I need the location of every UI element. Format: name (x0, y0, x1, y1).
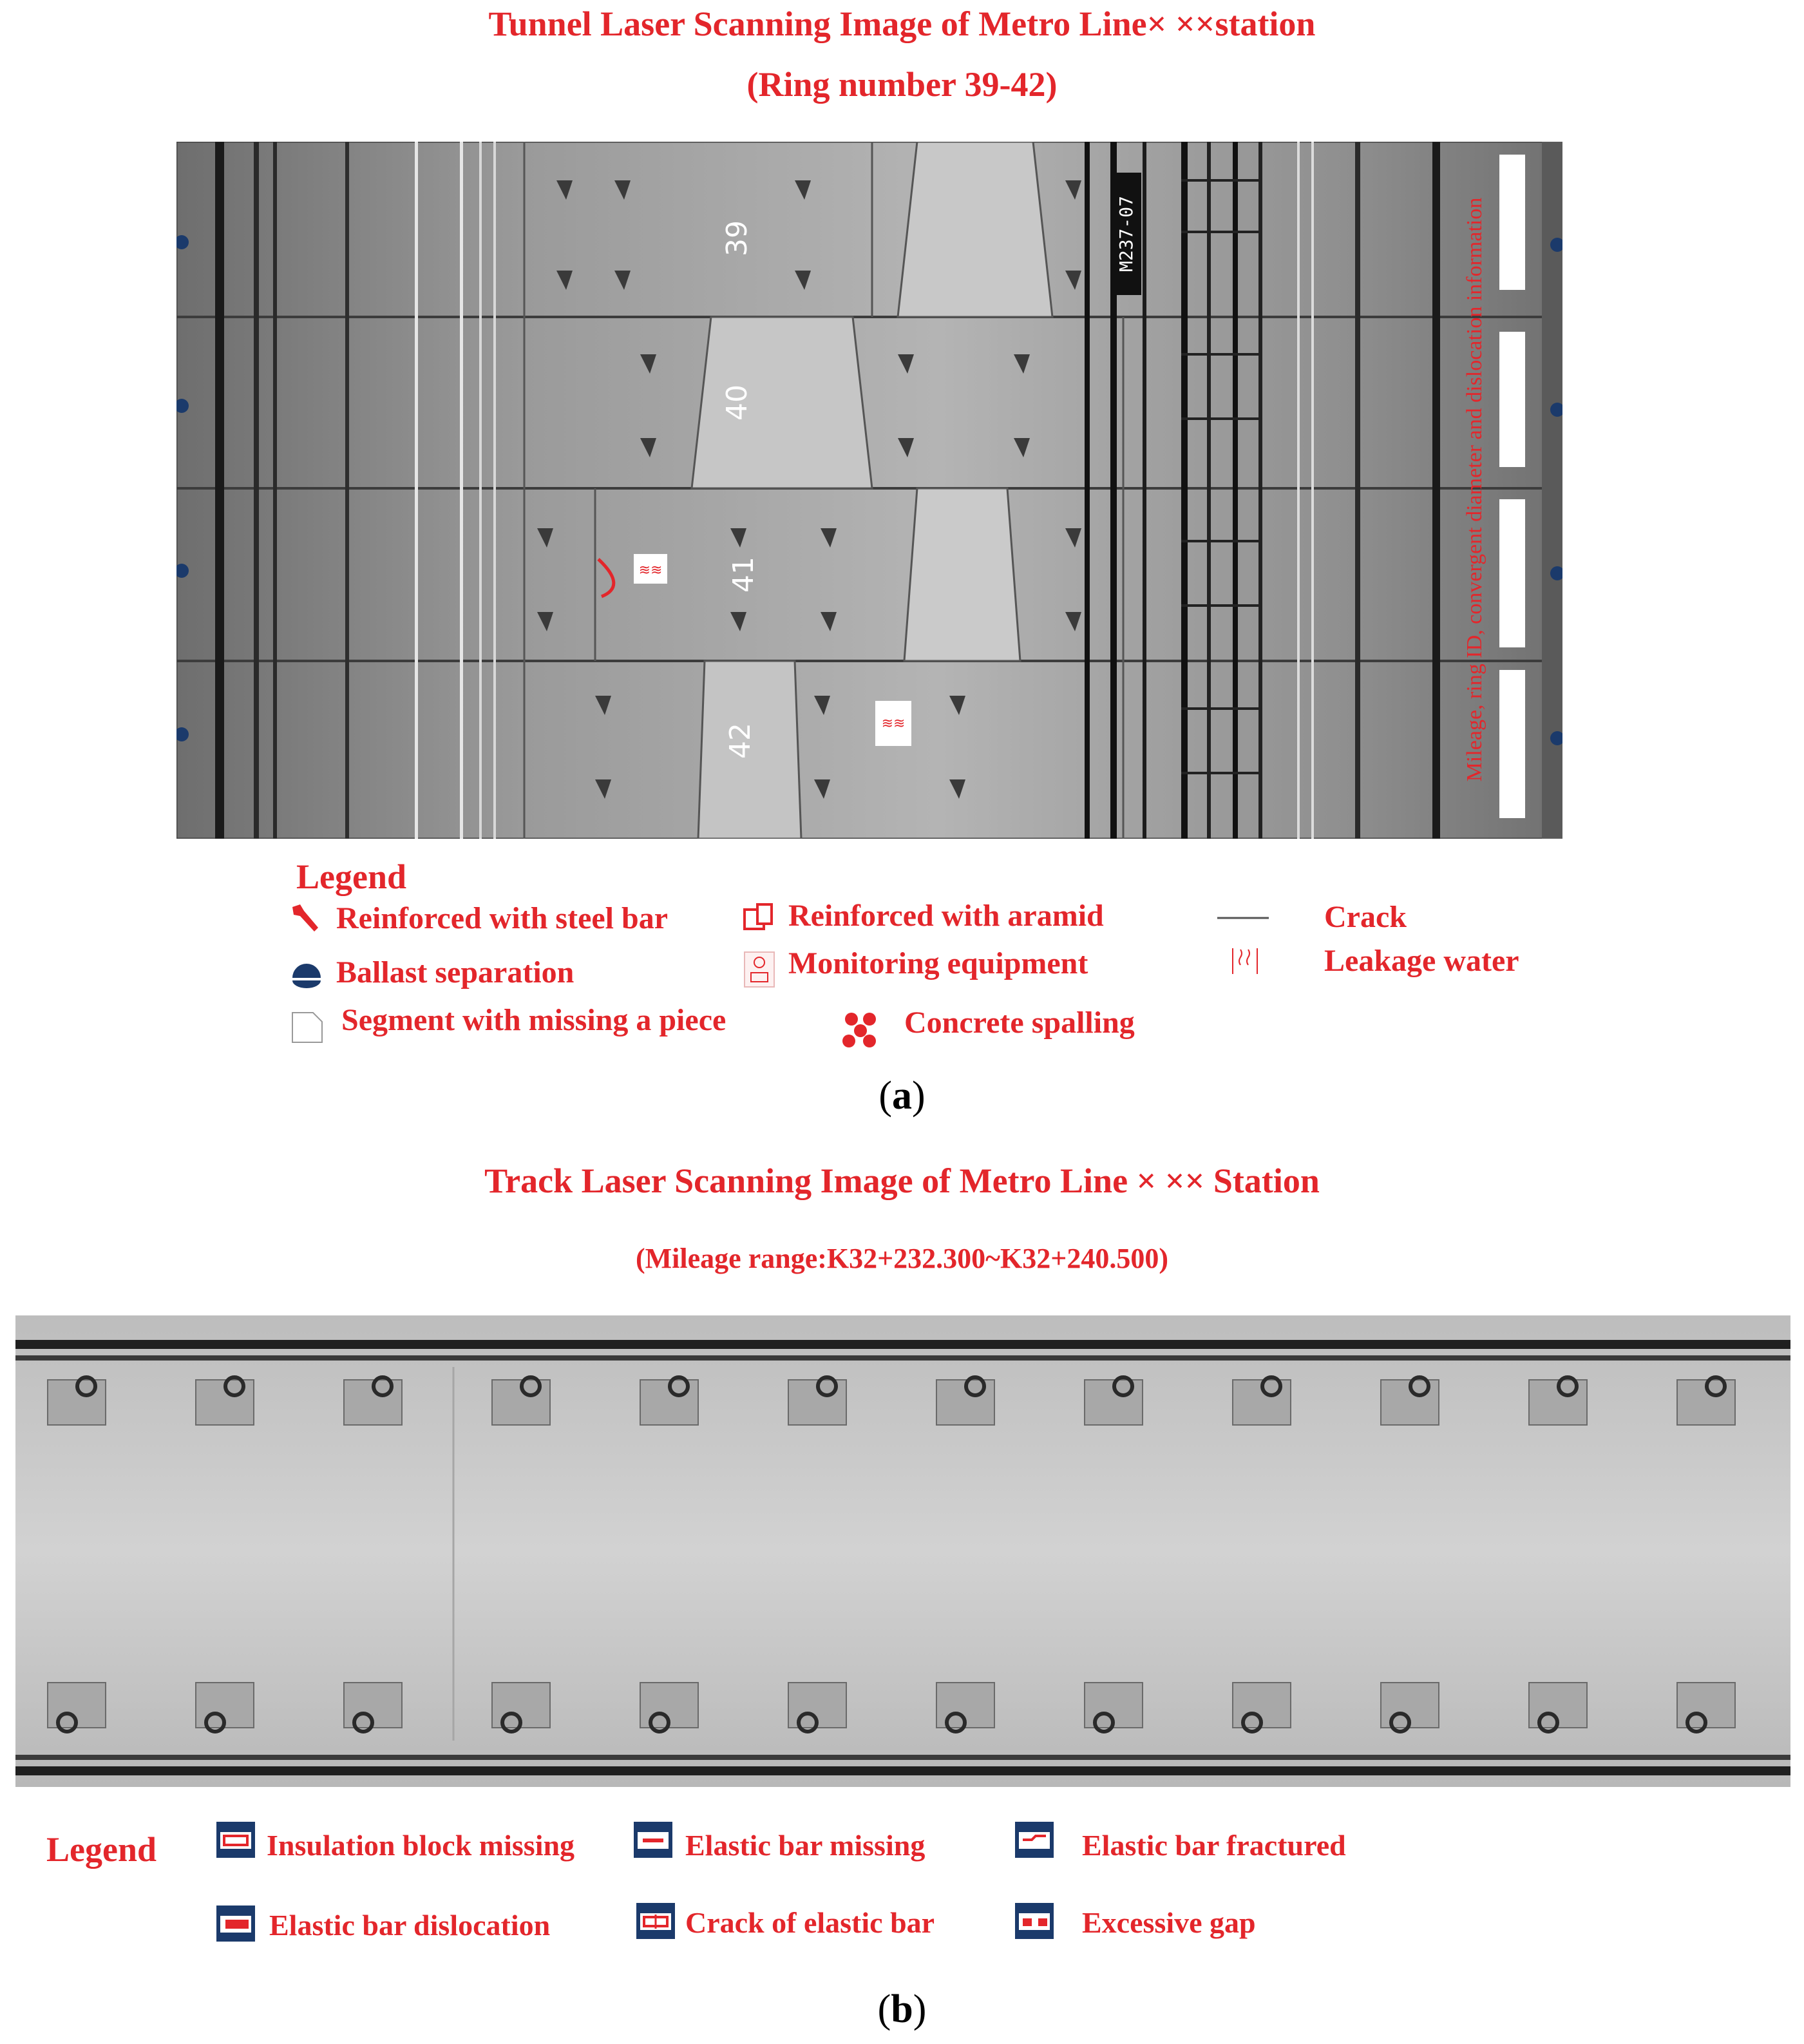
legend-elastic-dislocation: Elastic bar dislocation (269, 1909, 551, 1942)
tunnel-subtitle: (Ring number 39-42) (746, 65, 1058, 104)
track-scan-image (15, 1315, 1790, 1787)
svg-text:≋≋: ≋≋ (638, 562, 663, 578)
tunnel-legend-heading: Legend (296, 857, 407, 896)
legend-elastic-missing: Elastic bar missing (685, 1829, 926, 1862)
legend-crack: Crack (1324, 900, 1407, 934)
insulation-missing-icon (215, 1820, 256, 1859)
legend-missing-piece: Segment with missing a piece (341, 1003, 726, 1037)
aramid-icon (742, 902, 775, 931)
crack-elastic-icon (635, 1902, 676, 1940)
track-legend-heading: Legend (46, 1830, 157, 1869)
legend-spalling: Concrete spalling (904, 1006, 1135, 1040)
svg-text:≋≋: ≋≋ (881, 715, 906, 731)
missing-piece-icon (291, 1011, 323, 1044)
ring-number-41: 41 (727, 557, 760, 593)
tunnel-title: Tunnel Laser Scanning Image of Metro Line× ××station (488, 5, 1316, 43)
elastic-dislocation-icon (215, 1904, 256, 1943)
legend-aramid: Reinforced with aramid (788, 899, 1104, 933)
wrench-icon (287, 902, 321, 935)
legend-crack-elastic: Crack of elastic bar (685, 1906, 935, 1939)
legend-excessive-gap: Excessive gap (1082, 1906, 1256, 1939)
segment-label: M237-07 (1116, 195, 1137, 272)
legend-monitoring: Monitoring equipment (788, 946, 1088, 980)
caption-a: (a) (878, 1074, 926, 1118)
caption-b: (b) (877, 1987, 927, 2031)
legend-insulation-missing: Insulation block missing (267, 1829, 575, 1862)
spalling-icon (839, 1008, 882, 1051)
ring-number-40: 40 (721, 385, 754, 421)
ring-number-42: 42 (724, 723, 757, 759)
legend-elastic-fractured: Elastic bar fractured (1082, 1829, 1346, 1862)
elastic-missing-icon (632, 1820, 674, 1859)
track-subtitle: (Mileage range:K32+232.300~K32+240.500) (636, 1243, 1168, 1274)
legend-steel-bar: Reinforced with steel bar (336, 901, 669, 935)
monitoring-icon (743, 948, 775, 988)
ballast-icon (290, 961, 323, 989)
tunnel-scan-image (176, 142, 1562, 839)
crack-line-icon (1217, 915, 1269, 921)
side-info-text: Mileage, ring ID, convergent diameter and dislocation information (1463, 197, 1486, 782)
legend-ballast: Ballast separation (336, 955, 574, 989)
leakage-icon (1229, 946, 1261, 977)
legend-leakage: Leakage water (1324, 944, 1519, 978)
elastic-fractured-icon (1014, 1820, 1055, 1859)
ring-number-39: 39 (721, 220, 754, 256)
excessive-gap-icon (1014, 1902, 1055, 1940)
track-title: Track Laser Scanning Image of Metro Line × ×× Station (484, 1161, 1320, 1200)
